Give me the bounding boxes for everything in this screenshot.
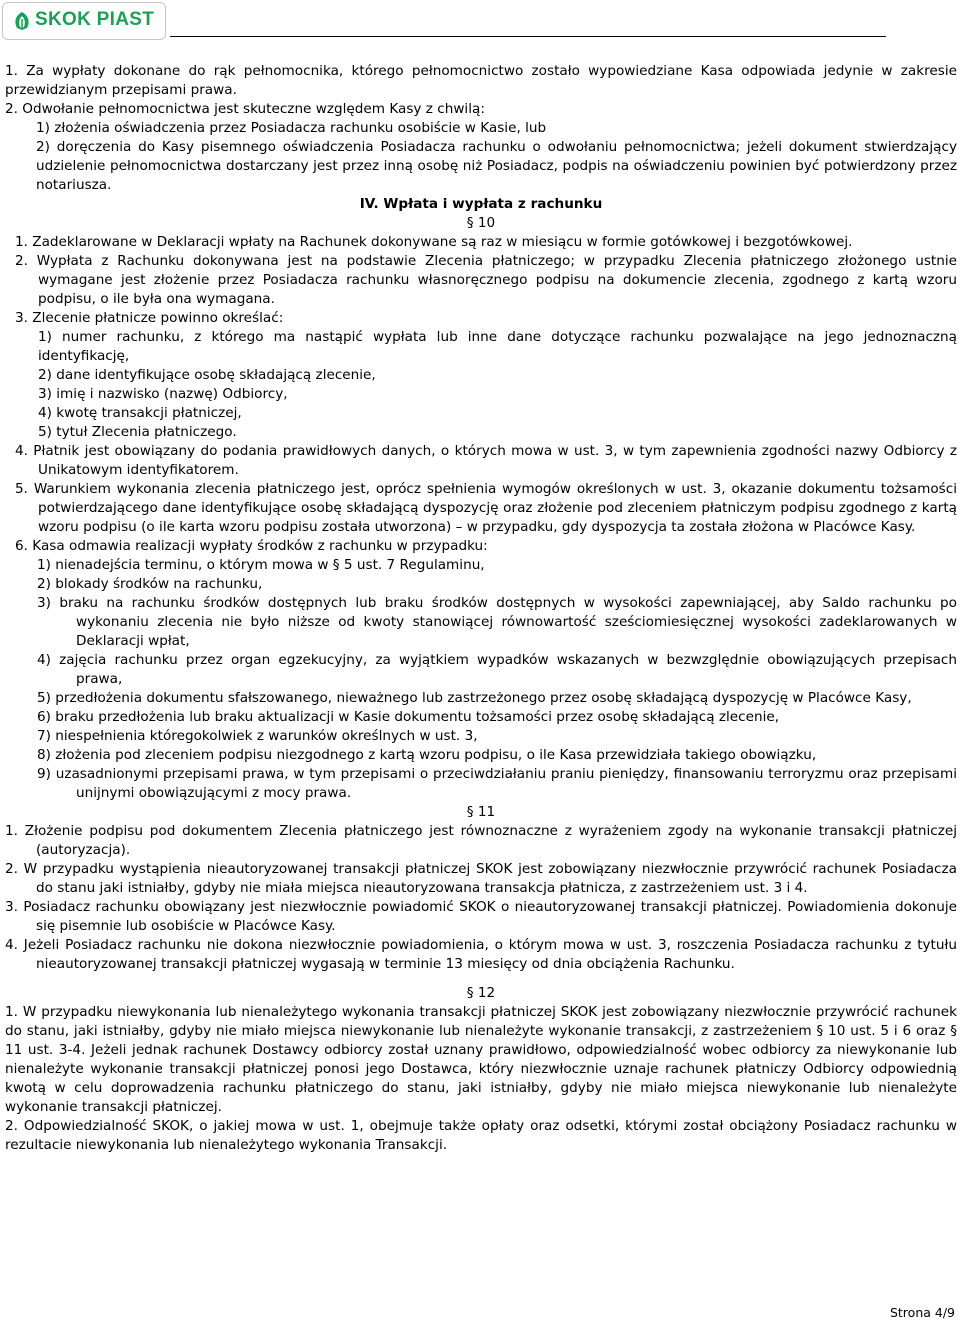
logo-text: SKOK PIAST (35, 9, 155, 30)
list-item: 4) zajęcia rachunku przez organ egzekucyjny, za wyjątkiem wypadków wskazanych w bezwzględnie obowiązujących przepisach prawa, (37, 652, 957, 687)
leaf-icon (13, 11, 31, 31)
list-item: 7) niespełnienia któregokolwiek z warunków określnych w ust. 3, (37, 728, 478, 744)
list-item: 5) przedłożenia dokumentu sfałszowanego, nieważnego lub zastrzeżonego przez osobę składającą dyspozycję w Placówce Kasy, (37, 690, 912, 706)
list-item: 2) blokady środków na rachunku, (37, 576, 263, 592)
list-item: 6. Kasa odmawia realizacji wypłaty środków z rachunku w przypadku: (15, 538, 488, 554)
list-item: 2. Wypłata z Rachunku dokonywana jest na podstawie Zlecenia płatniczego; w przypadku Zlecenia płatniczego złożonego ustnie wymagane jest złożenie przez Posiadacza rachunku własnoręcznego podpisu na dokumencie zlecenia, zgodnego z kartą wzoru podpisu, o ile była ona wymagana. (15, 253, 957, 307)
document-body (5, 62, 957, 1155)
page-number: Strona 4/9 (889, 1305, 955, 1320)
paragraph: 2. Odwołanie pełnomocnictwa jest skuteczne względem Kasy z chwilą: (5, 101, 485, 117)
list-item: 1. Złożenie podpisu pod dokumentem Zlecenia płatniczego jest równoznaczne z wyrażeniem zgody na wykonanie transakcji płatniczej (autoryzacja). (5, 823, 957, 858)
list-item: 5) tytuł Zlecenia płatniczego. (38, 424, 237, 440)
list-item: 1) numer rachunku, z którego ma nastąpić wypłata lub inne dane dotyczące rachunku pozwalające na jego jednoznaczną identyfikację, (38, 329, 957, 364)
paragraph-heading: § 10 (466, 215, 496, 231)
paragraph: 1. Za wypłaty dokonane do rąk pełnomocnika, którego pełnomocnictwo zostało wypowiedziane Kasa odpowiada jedynie w zakresie przewidzianym przepisami prawa. (5, 63, 957, 98)
list-item: 4. Płatnik jest obowiązany do podania prawidłowych danych, o których mowa w ust. 3, w tym zapewnienia zgodności nazwy Odbiorcy z Unikatowym identyfikatorem. (15, 443, 957, 478)
list-item: 4. Jeżeli Posiadacz rachunku nie dokona niezwłocznie powiadomienia, o którym mowa w ust. 3, roszczenia Posiadacza rachunku z tytułu nieautoryzowanej transakcji płatniczej wygasają w terminie 13 miesięcy od dnia obciążenia Rachunku. (5, 937, 957, 972)
list-item: 3) braku na rachunku środków dostępnych lub braku środków dostępnych w wysokości zapewniającej, aby Saldo rachunku po wykonaniu zlecenia nie było niższe od kwoty stanowiącej równowartość sześciomiesięcznej wysokości zadeklarowanych w Deklaracji wpłat, (37, 595, 957, 649)
list-item: 1. Zadeklarowane w Deklaracji wpłaty na Rachunek dokonywane są raz w miesiącu w formie gotówkowej i bezgotówkowej. (15, 234, 853, 250)
paragraph-heading: § 12 (466, 985, 496, 1001)
header-rule (170, 36, 886, 37)
paragraph-heading: § 11 (466, 804, 496, 820)
page-header (0, 0, 960, 42)
paragraph: 2. Odpowiedzialność SKOK, o jakiej mowa w ust. 1, obejmuje także opłaty oraz odsetki, którymi został obciążony Posiadacz rachunku w rezultacie niewykonania lub nienależytego wykonania Transakcji. (5, 1118, 957, 1153)
list-item: 1) nienadejścia terminu, o którym mowa w § 5 ust. 7 Regulaminu, (37, 557, 485, 573)
list-item: 3. Zlecenie płatnicze powinno określać: (15, 310, 284, 326)
list-item: 3. Posiadacz rachunku obowiązany jest niezwłocznie powiadomić SKOK o nieautoryzowanej transakcji płatniczej. Powiadomienia dokonuje się pisemnie lub osobiście w Placówce Kasy. (5, 899, 957, 934)
skok-piast-logo (2, 2, 166, 40)
list-item: 1) złożenia oświadczenia przez Posiadacza rachunku osobiście w Kasie, lub (36, 120, 547, 136)
list-item: 5. Warunkiem wykonania zlecenia płatniczego jest, oprócz spełnienia wymogów określonych w ust. 3, okazanie dokumentu tożsamości potwierdzającego dane identyfikujące osobę składającą dyspozycję oraz złożenie pod zleceniem płatniczym podpisu zgodnego z kartą wzoru podpisu (o ile karta wzoru podpisu została utworzona) – w przypadku, gdy dyspozycja ta została złożona w Placówce Kasy. (15, 481, 957, 535)
list-item: 9) uzasadnionymi przepisami prawa, w tym przepisami o przeciwdziałaniu praniu pieniędzy, finansowaniu terroryzmu oraz przepisami unijnymi obowiązującymi z mocy prawa. (37, 766, 957, 801)
list-item: 6) braku przedłożenia lub braku aktualizacji w Kasie dokumentu tożsamości przez osobę składającą zlecenie, (37, 709, 780, 725)
paragraph: 1. W przypadku niewykonania lub nienależytego wykonania transakcji płatniczej SKOK jest zobowiązany niezwłocznie przywrócić rachunek do stanu, jaki istniałby, gdyby nie miało miejsca niewykonanie lub nienależyte wykonanie transakcji, z zastrzeżeniem § 10 ust. 5 i 6 oraz § 11 ust. 3-4. Jeżeli jednak rachunek Dostawcy odbiorcy został uznany prawidłowo, odpowiedzialność wobec odbiorcy za niewykonanie lub nienależyte wykonanie transakcji płatniczej ponosi jego Dostawca, który niezwłocznie uznaje rachunek płatniczy Odbiorcy odpowiednią kwotą w celu doprowadzenia rachunku płatniczego do stanu, jaki istniałby, gdyby nie miało miejsca niewykonanie lub nienależyte wykonanie transakcji płatniczej. (5, 1004, 957, 1115)
list-item: 2) dane identyfikujące osobę składającą zlecenie, (38, 367, 376, 383)
list-item: 4) kwotę transakcji płatniczej, (38, 405, 242, 421)
list-item: 3) imię i nazwisko (nazwę) Odbiorcy, (38, 386, 288, 402)
list-item: 2. W przypadku wystąpienia nieautoryzowanej transakcji płatniczej SKOK jest zobowiązany niezwłocznie przywrócić rachunek Posiadacza do stanu jaki istniałby, gdyby nie miała miejsca nieautoryzowana transakcja płatnicza, z zastrzeżeniem ust. 3 i 4. (5, 861, 957, 896)
list-item: 2) doręczenia do Kasy pisemnego oświadczenia Posiadacza rachunku o odwołaniu pełnomocnictwa; jeżeli dokument stwierdzający udzielenie pełnomocnictwa dostarczany jest przez inną osobę niż Posiadacz, podpis na oświadczeniu powinien być potwierdzony przez notariusza. (36, 139, 957, 193)
list-item: 8) złożenia pod zleceniem podpisu niezgodnego z kartą wzoru podpisu, o ile Kasa przewidziała takiego obowiązku, (37, 747, 817, 763)
section-heading: IV. Wpłata i wypłata z rachunku (359, 196, 603, 212)
